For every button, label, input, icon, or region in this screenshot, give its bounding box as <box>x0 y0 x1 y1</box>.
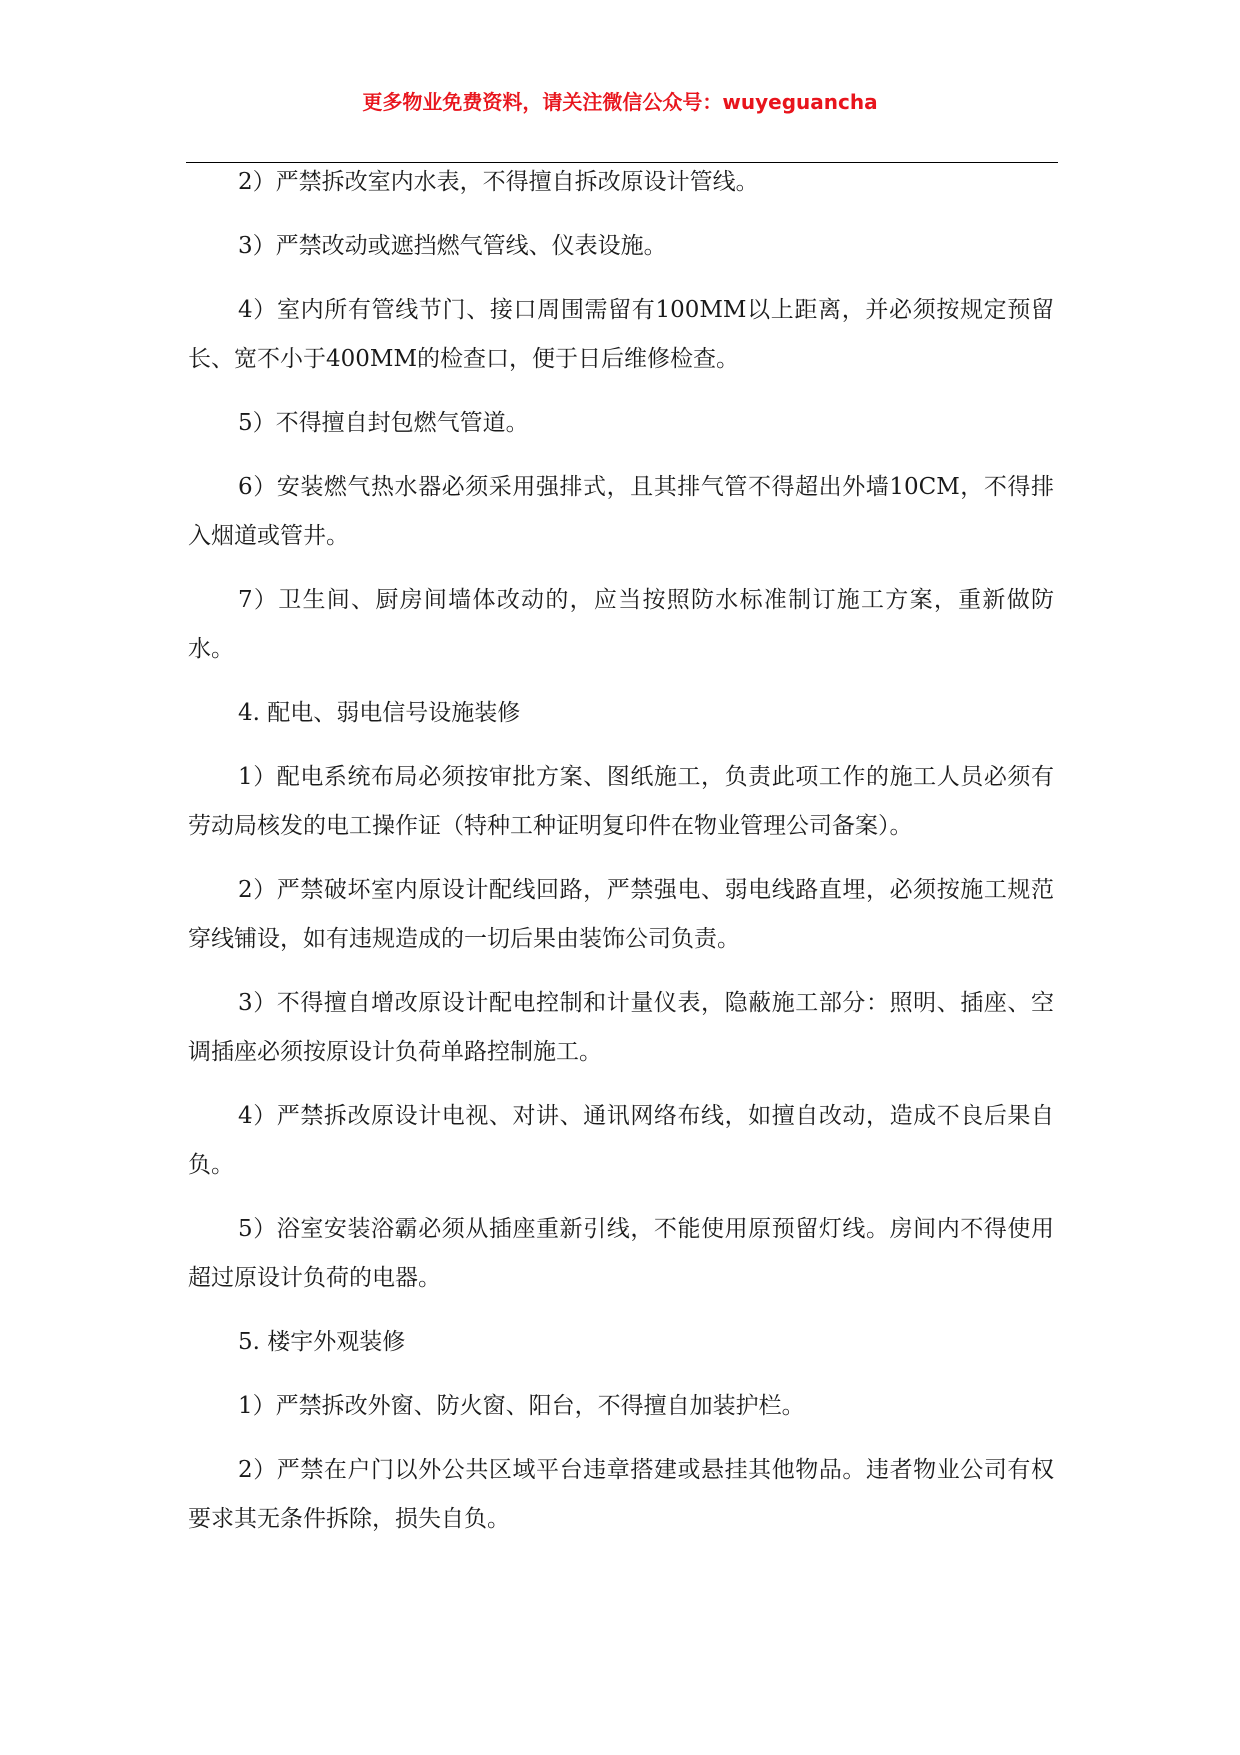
paragraph: 5）浴室安装浴霸必须从插座重新引线，不能使用原预留灯线。房间内不得使用超过原设计负荷的电器。 <box>188 1216 1054 1291</box>
section-heading: 4. 配电、弱电信号设施装修 <box>238 700 521 726</box>
paragraph: 4）室内所有管线节门、接口周围需留有100MM以上距离，并必须按规定预留长、宽不小于400MM的检查口，便于日后维修检查。 <box>188 297 1054 372</box>
paragraph: 1）配电系统布局必须按审批方案、图纸施工，负责此项工作的施工人员必须有劳动局核发的电工操作证（特种工种证明复印件在物业管理公司备案）。 <box>188 764 1054 839</box>
document-body <box>188 158 1054 1559</box>
header-banner: 更多物业免费资料，请关注微信公众号：wuyeguancha <box>362 90 878 114</box>
paragraph: 2）严禁破坏室内原设计配线回路，严禁强电、弱电线路直埋，必须按施工规范穿线铺设，如有违规造成的一切后果由装饰公司负责。 <box>188 877 1054 952</box>
paragraph: 3）严禁改动或遮挡燃气管线、仪表设施。 <box>238 233 667 259</box>
paragraph: 7）卫生间、厨房间墙体改动的，应当按照防水标准制订施工方案，重新做防水。 <box>188 587 1054 662</box>
paragraph: 2）严禁在户门以外公共区域平台违章搭建或悬挂其他物品。违者物业公司有权要求其无条件拆除，损失自负。 <box>188 1457 1054 1532</box>
paragraph: 2）严禁拆改室内水表，不得擅自拆改原设计管线。 <box>238 169 759 195</box>
section-heading: 5. 楼宇外观装修 <box>238 1329 406 1355</box>
paragraph: 6）安装燃气热水器必须采用强排式，且其排气管不得超出外墙10CM，不得排入烟道或管井。 <box>188 474 1054 549</box>
paragraph: 3）不得擅自增改原设计配电控制和计量仪表，隐蔽施工部分：照明、插座、空调插座必须按原设计负荷单路控制施工。 <box>188 990 1054 1065</box>
paragraph: 4）严禁拆改原设计电视、对讲、通讯网络布线，如擅自改动，造成不良后果自负。 <box>188 1103 1054 1178</box>
paragraph: 5）不得擅自封包燃气管道。 <box>238 410 529 436</box>
paragraph: 1）严禁拆改外窗、防火窗、阳台，不得擅自加装护栏。 <box>238 1393 805 1419</box>
